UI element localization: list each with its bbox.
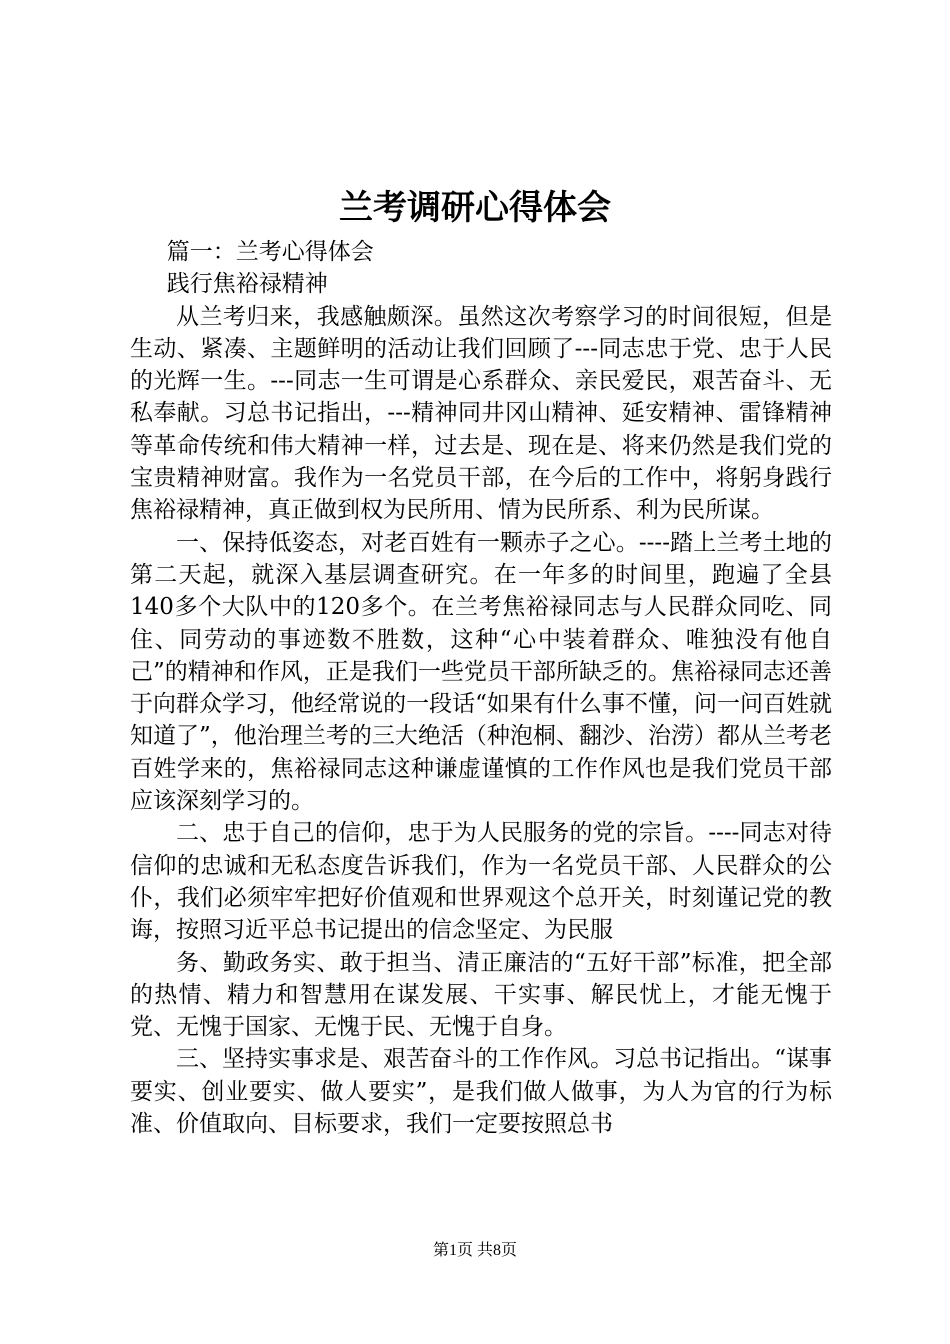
page-footer: 第1页 共8页	[432, 1242, 517, 1259]
section-heading: 篇一：兰考心得体会	[166, 239, 374, 265]
body-paragraph: 务、勤政务实、敢于担当、清正廉洁的“五好干部”标准，把全部的热情、精力和智慧用在谋发展、干实事、解民忧上，才能无愧于党、无愧于国家、无愧于民、无愧于自身。	[130, 949, 832, 1041]
body-paragraph: 三、坚持实事求是、艰苦奋斗的工作作风。习总书记指出。“谋事要实、创业要实、做人要实”，是我们做人做事，为人为官的行为标准、价值取向、目标要求，我们一定要按照总书	[130, 1046, 832, 1138]
body-paragraph: 二、忠于自己的信仰，忠于为人民服务的党的宗旨。----同志对待信仰的忠诚和无私态度告诉我们，作为一名党员干部、人民群众的公仆，我们必须牢牢把好价值观和世界观这个总开关，时刻谨记党的教诲，按照习近平总书记提出的信念坚定、为民服	[130, 820, 832, 944]
body-paragraph: 从兰考归来，我感触颇深。虽然这次考察学习的时间很短，但是生动、紧凑、主题鲜明的活动让我们回顾了---同志忠于党、忠于人民的光辉一生。---同志一生可谓是心系群众、亲民爱民，艰苦奋斗、无私奉献。习总书记指出，---精神同井冈山精神、延安精神、雷锋精神等革命传统和伟大精神一样，过去是、现在是、将来仍然是我们党的宝贵精神财富。我作为一名党员干部，在今后的工作中，将躬身践行焦裕禄精神，真正做到权为民所用、情为民所系、利为民所谋。	[130, 303, 832, 524]
body-paragraph: 一、保持低姿态，对老百姓有一颗赤子之心。----踏上兰考土地的第二天起，就深入基层调查研究。在一年多的时间里，跑遍了全县140多个大队中的120多个。在兰考焦裕禄同志与人民群众同吃、同住、同劳动的事迹数不胜数，这种“心中装着群众、唯独没有他自己”的精神和作风，正是我们一些党员干部所缺乏的。焦裕禄同志还善于向群众学习，他经常说的一段话“如果有什么事不懂，问一问百姓就知道了”，他治理兰考的三大绝活（种泡桐、翻沙、治涝）都从兰考老百姓学来的，焦裕禄同志这种谦虚谨慎的工作作风也是我们党员干部应该深刻学习的。	[130, 529, 832, 815]
section-subheading: 践行焦裕禄精神	[166, 271, 328, 298]
document-body	[130, 236, 832, 1140]
document-title: 兰考调研心得体会	[339, 188, 611, 228]
